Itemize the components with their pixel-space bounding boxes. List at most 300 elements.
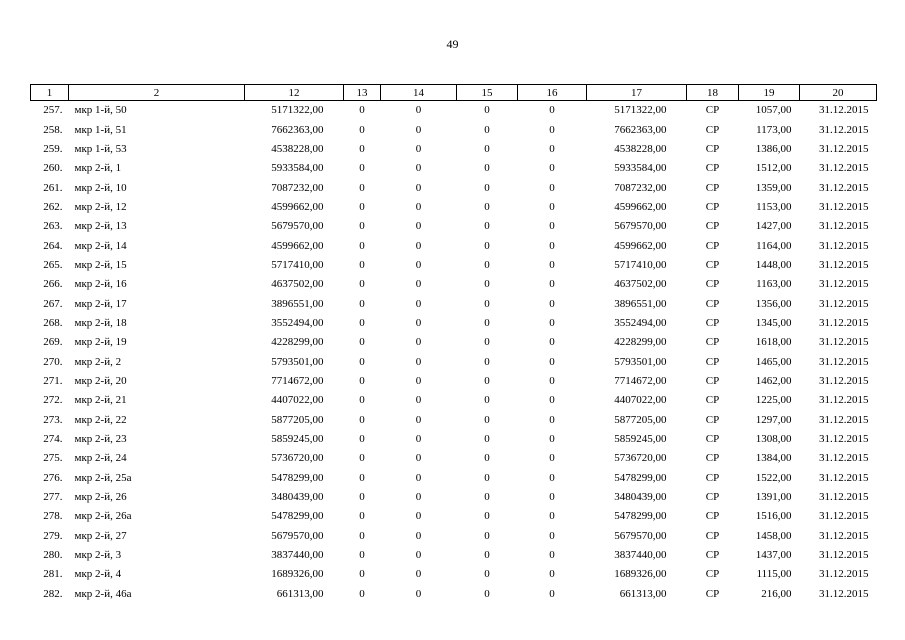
cell-value-16: 0	[549, 394, 555, 407]
cell-value-14: 0	[415, 336, 422, 349]
cell-value-15: 0	[484, 316, 490, 329]
cell-date: 31.12.2015	[819, 413, 869, 426]
cell-row-number: 267.	[43, 297, 63, 310]
header-row	[31, 85, 877, 101]
cell-value-19: 1057,00	[755, 104, 792, 117]
cell-total-amount: 7662363,00	[614, 123, 667, 136]
cell-value-13: 0	[359, 355, 365, 368]
cell-value-19: 1465,00	[755, 355, 792, 368]
cell-amount: 5478299,00	[271, 510, 324, 523]
column-header: 2	[69, 85, 245, 101]
table-row	[31, 275, 877, 294]
cell-value-16: 0	[549, 239, 555, 252]
table-row	[31, 488, 877, 507]
cell-date: 31.12.2015	[819, 239, 869, 252]
cell-date: 31.12.2015	[819, 258, 869, 271]
cell-date: 31.12.2015	[819, 316, 869, 329]
cell-value-13: 0	[359, 529, 365, 542]
table-row	[31, 565, 877, 584]
column-header: 20	[800, 85, 877, 101]
cell-value-13: 0	[359, 123, 365, 136]
cell-value-16: 0	[549, 471, 555, 484]
cell-amount: 4637502,00	[271, 278, 324, 291]
column-header: 14	[381, 85, 457, 101]
table-row	[31, 294, 877, 313]
cell-value-14: 0	[415, 568, 422, 581]
cell-row-number: 259.	[43, 142, 63, 155]
cell-date: 31.12.2015	[819, 297, 869, 310]
cell-total-amount: 5793501,00	[614, 355, 667, 368]
cell-value-19: 1356,00	[755, 297, 792, 310]
cell-value-13: 0	[359, 336, 365, 349]
cell-value-19: 1115,00	[756, 568, 792, 581]
cell-value-15: 0	[484, 181, 490, 194]
cell-value-16: 0	[549, 413, 555, 426]
cell-code: СР	[705, 394, 720, 407]
cell-value-19: 1427,00	[755, 220, 792, 233]
cell-value-13: 0	[359, 413, 365, 426]
cell-value-16: 0	[549, 297, 555, 310]
cell-value-19: 1437,00	[755, 549, 792, 562]
cell-value-14: 0	[415, 181, 422, 194]
cell-row-number: 268.	[43, 316, 63, 329]
cell-value-16: 0	[549, 200, 555, 213]
cell-code: СР	[705, 162, 720, 175]
cell-row-number: 269.	[43, 336, 63, 349]
cell-row-number: 274.	[43, 433, 63, 446]
cell-value-14: 0	[415, 142, 422, 155]
cell-code: СР	[705, 355, 720, 368]
cell-code: СР	[705, 529, 720, 542]
cell-date: 31.12.2015	[819, 142, 869, 155]
cell-value-16: 0	[549, 433, 555, 446]
cell-amount: 7714672,00	[271, 374, 324, 387]
cell-value-14: 0	[415, 510, 422, 523]
cell-total-amount: 5478299,00	[614, 471, 667, 484]
cell-address: мкр 2-й, 19	[74, 336, 127, 349]
cell-value-19: 1386,00	[755, 142, 792, 155]
cell-value-13: 0	[359, 587, 365, 600]
cell-row-number: 258.	[43, 123, 63, 136]
cell-row-number: 262.	[43, 200, 63, 213]
cell-value-13: 0	[359, 471, 365, 484]
table-row	[31, 585, 877, 604]
cell-amount: 5933584,00	[271, 162, 324, 175]
cell-address: мкр 2-й, 23	[74, 433, 127, 446]
cell-date: 31.12.2015	[819, 181, 869, 194]
table-row	[31, 469, 877, 488]
cell-value-15: 0	[484, 568, 490, 581]
cell-amount: 4228299,00	[271, 336, 324, 349]
cell-date: 31.12.2015	[819, 374, 869, 387]
cell-code: СР	[705, 104, 720, 117]
cell-total-amount: 5679570,00	[614, 220, 667, 233]
cell-value-19: 1618,00	[755, 336, 792, 349]
table-row	[31, 140, 877, 159]
cell-value-19: 1391,00	[755, 491, 792, 504]
cell-code: СР	[705, 297, 720, 310]
column-header: 16	[518, 85, 587, 101]
cell-code: СР	[705, 278, 720, 291]
cell-value-13: 0	[359, 433, 365, 446]
cell-value-14: 0	[415, 452, 422, 465]
cell-address: мкр 2-й, 17	[74, 297, 127, 310]
cell-amount: 7087232,00	[271, 181, 324, 194]
table-row	[31, 236, 877, 255]
cell-code: СР	[705, 491, 720, 504]
cell-value-13: 0	[359, 104, 365, 117]
cell-value-13: 0	[359, 258, 365, 271]
column-header: 18	[687, 85, 739, 101]
cell-amount: 3837440,00	[271, 549, 324, 562]
cell-row-number: 263.	[43, 220, 63, 233]
cell-value-19: 1164,00	[756, 239, 792, 252]
cell-value-14: 0	[415, 529, 422, 542]
cell-total-amount: 3480439,00	[614, 491, 667, 504]
cell-date: 31.12.2015	[819, 278, 869, 291]
cell-address: мкр 2-й, 4	[74, 568, 122, 581]
cell-row-number: 261.	[43, 181, 63, 194]
cell-date: 31.12.2015	[819, 529, 869, 542]
column-header: 1	[31, 85, 69, 101]
cell-code: СР	[705, 123, 720, 136]
cell-value-19: 1448,00	[755, 258, 792, 271]
cell-value-14: 0	[415, 162, 422, 175]
column-header: 17	[587, 85, 687, 101]
table-row	[31, 159, 877, 178]
cell-code: СР	[705, 587, 720, 600]
cell-date: 31.12.2015	[819, 394, 869, 407]
cell-value-19: 1462,00	[755, 374, 792, 387]
cell-address: мкр 2-й, 3	[74, 549, 122, 562]
cell-value-14: 0	[415, 278, 422, 291]
cell-address: мкр 2-й, 12	[74, 200, 127, 213]
cell-value-16: 0	[549, 123, 555, 136]
cell-row-number: 279.	[43, 529, 63, 542]
cell-date: 31.12.2015	[819, 162, 869, 175]
cell-value-13: 0	[359, 374, 365, 387]
cell-amount: 661313,00	[276, 587, 324, 600]
cell-value-13: 0	[359, 394, 365, 407]
cell-date: 31.12.2015	[819, 355, 869, 368]
cell-value-16: 0	[549, 549, 555, 562]
table-header	[31, 85, 877, 101]
cell-address: мкр 2-й, 22	[74, 413, 127, 426]
cell-value-16: 0	[549, 258, 555, 271]
cell-value-13: 0	[359, 220, 365, 233]
cell-value-15: 0	[484, 258, 490, 271]
cell-address: мкр 2-й, 26а	[74, 510, 132, 523]
cell-value-14: 0	[415, 104, 422, 117]
cell-value-19: 1458,00	[755, 529, 792, 542]
cell-address: мкр 2-й, 13	[74, 220, 127, 233]
cell-address: мкр 2-й, 20	[74, 374, 127, 387]
cell-amount: 5736720,00	[271, 452, 324, 465]
cell-value-14: 0	[415, 433, 422, 446]
cell-value-15: 0	[484, 413, 490, 426]
cell-total-amount: 5933584,00	[614, 162, 667, 175]
table-row	[31, 527, 877, 546]
table-row	[31, 391, 877, 410]
cell-value-14: 0	[415, 413, 422, 426]
cell-row-number: 281.	[43, 568, 63, 581]
cell-value-13: 0	[359, 200, 365, 213]
cell-value-15: 0	[484, 510, 490, 523]
cell-value-15: 0	[484, 471, 490, 484]
cell-amount: 3552494,00	[271, 316, 324, 329]
cell-row-number: 273.	[43, 413, 63, 426]
cell-address: мкр 2-й, 24	[74, 452, 127, 465]
cell-code: СР	[705, 374, 720, 387]
table-row	[31, 430, 877, 449]
cell-value-15: 0	[484, 123, 490, 136]
cell-value-16: 0	[549, 374, 555, 387]
cell-amount: 4407022,00	[271, 394, 324, 407]
cell-amount: 5478299,00	[271, 471, 324, 484]
cell-row-number: 264.	[43, 239, 63, 252]
cell-address: мкр 2-й, 16	[74, 278, 127, 291]
table-row	[31, 178, 877, 197]
cell-address: мкр 2-й, 1	[74, 162, 122, 175]
cell-total-amount: 3896551,00	[614, 297, 667, 310]
cell-value-15: 0	[484, 452, 490, 465]
cell-address: мкр 2-й, 10	[74, 181, 127, 194]
cell-value-16: 0	[549, 220, 555, 233]
cell-row-number: 257.	[43, 104, 63, 117]
cell-amount: 4599662,00	[271, 200, 324, 213]
column-header: 15	[457, 85, 518, 101]
cell-row-number: 272.	[43, 394, 63, 407]
cell-value-13: 0	[359, 316, 365, 329]
cell-amount: 5679570,00	[271, 529, 324, 542]
cell-value-14: 0	[415, 491, 422, 504]
cell-address: мкр 1-й, 50	[74, 104, 127, 117]
cell-value-19: 1359,00	[755, 181, 792, 194]
cell-value-19: 1153,00	[756, 200, 792, 213]
cell-value-16: 0	[549, 529, 555, 542]
cell-value-13: 0	[359, 142, 365, 155]
cell-code: СР	[705, 200, 720, 213]
cell-amount: 5877205,00	[271, 413, 324, 426]
cell-address: мкр 2-й, 21	[74, 394, 127, 407]
cell-total-amount: 7714672,00	[614, 374, 667, 387]
cell-value-13: 0	[359, 452, 365, 465]
cell-amount: 5171322,00	[271, 104, 324, 117]
cell-code: СР	[705, 239, 720, 252]
cell-total-amount: 4228299,00	[614, 336, 667, 349]
cell-total-amount: 4599662,00	[614, 200, 667, 213]
cell-value-14: 0	[415, 297, 422, 310]
cell-value-16: 0	[549, 568, 555, 581]
cell-value-19: 1163,00	[756, 278, 792, 291]
cell-date: 31.12.2015	[819, 336, 869, 349]
cell-address: мкр 2-й, 18	[74, 316, 127, 329]
cell-value-15: 0	[484, 162, 490, 175]
cell-amount: 3480439,00	[271, 491, 324, 504]
cell-amount: 4538228,00	[271, 142, 324, 155]
cell-value-15: 0	[484, 433, 490, 446]
data-table	[30, 84, 877, 604]
cell-value-19: 1345,00	[755, 316, 792, 329]
table-row	[31, 217, 877, 236]
cell-value-14: 0	[415, 239, 422, 252]
cell-date: 31.12.2015	[819, 587, 869, 600]
cell-value-14: 0	[415, 200, 422, 213]
cell-value-14: 0	[415, 549, 422, 562]
cell-value-14: 0	[415, 220, 422, 233]
cell-address: мкр 2-й, 14	[74, 239, 127, 252]
cell-total-amount: 5717410,00	[614, 258, 667, 271]
cell-amount: 5679570,00	[271, 220, 324, 233]
cell-total-amount: 3552494,00	[614, 316, 667, 329]
cell-value-13: 0	[359, 510, 365, 523]
cell-value-14: 0	[415, 471, 422, 484]
table-row	[31, 507, 877, 526]
cell-amount: 7662363,00	[271, 123, 324, 136]
table-body	[31, 101, 877, 604]
cell-value-14: 0	[415, 258, 422, 271]
cell-total-amount: 5478299,00	[614, 510, 667, 523]
cell-amount: 3896551,00	[271, 297, 324, 310]
cell-row-number: 260.	[43, 162, 63, 175]
cell-code: СР	[705, 510, 720, 523]
cell-total-amount: 4407022,00	[614, 394, 667, 407]
column-header: 13	[344, 85, 381, 101]
cell-row-number: 270.	[43, 355, 63, 368]
table-row	[31, 256, 877, 275]
cell-value-15: 0	[484, 549, 490, 562]
cell-row-number: 280.	[43, 549, 63, 562]
table-row	[31, 411, 877, 430]
cell-amount: 5717410,00	[271, 258, 324, 271]
cell-code: СР	[705, 181, 720, 194]
cell-amount: 4599662,00	[271, 239, 324, 252]
cell-value-16: 0	[549, 336, 555, 349]
cell-address: мкр 2-й, 15	[74, 258, 127, 271]
table-row	[31, 449, 877, 468]
cell-row-number: 271.	[43, 374, 63, 387]
cell-total-amount: 1689326,00	[614, 568, 667, 581]
cell-value-19: 1297,00	[755, 413, 792, 426]
column-header: 19	[739, 85, 800, 101]
cell-total-amount: 5736720,00	[614, 452, 667, 465]
cell-value-16: 0	[549, 104, 555, 117]
cell-value-19: 216,00	[761, 587, 792, 600]
cell-value-14: 0	[415, 123, 422, 136]
cell-value-15: 0	[484, 374, 490, 387]
cell-total-amount: 5877205,00	[614, 413, 667, 426]
cell-total-amount: 4538228,00	[614, 142, 667, 155]
cell-row-number: 277.	[43, 491, 63, 504]
cell-date: 31.12.2015	[819, 491, 869, 504]
cell-amount: 5793501,00	[271, 355, 324, 368]
cell-date: 31.12.2015	[819, 104, 869, 117]
cell-code: СР	[705, 258, 720, 271]
cell-value-15: 0	[484, 336, 490, 349]
cell-value-15: 0	[484, 587, 490, 600]
cell-total-amount: 4599662,00	[614, 239, 667, 252]
cell-value-16: 0	[549, 162, 555, 175]
cell-value-19: 1384,00	[755, 452, 792, 465]
cell-date: 31.12.2015	[819, 452, 869, 465]
table-row	[31, 372, 877, 391]
cell-value-15: 0	[484, 355, 490, 368]
cell-value-13: 0	[359, 297, 365, 310]
cell-value-16: 0	[549, 587, 555, 600]
cell-value-19: 1308,00	[755, 433, 792, 446]
table-row	[31, 120, 877, 139]
cell-value-13: 0	[359, 181, 365, 194]
cell-code: СР	[705, 316, 720, 329]
table-row	[31, 352, 877, 371]
table-row	[31, 314, 877, 333]
cell-total-amount: 5859245,00	[614, 433, 667, 446]
cell-date: 31.12.2015	[819, 220, 869, 233]
cell-value-19: 1225,00	[755, 394, 792, 407]
table-row	[31, 101, 877, 121]
cell-code: СР	[705, 336, 720, 349]
cell-row-number: 275.	[43, 452, 63, 465]
cell-value-13: 0	[359, 549, 365, 562]
cell-amount: 1689326,00	[271, 568, 324, 581]
cell-value-16: 0	[549, 316, 555, 329]
cell-total-amount: 5679570,00	[614, 529, 667, 542]
cell-row-number: 266.	[43, 278, 63, 291]
cell-code: СР	[705, 452, 720, 465]
cell-value-16: 0	[549, 181, 555, 194]
cell-total-amount: 3837440,00	[614, 549, 667, 562]
cell-address: мкр 1-й, 53	[74, 142, 127, 155]
cell-address: мкр 1-й, 51	[74, 123, 127, 136]
column-header: 12	[245, 85, 344, 101]
cell-row-number: 276.	[43, 471, 63, 484]
cell-code: СР	[705, 568, 720, 581]
cell-address: мкр 2-й, 27	[74, 529, 127, 542]
table-row	[31, 546, 877, 565]
cell-value-19: 1173,00	[756, 123, 792, 136]
cell-date: 31.12.2015	[819, 123, 869, 136]
cell-value-14: 0	[415, 374, 422, 387]
cell-code: СР	[705, 142, 720, 155]
cell-date: 31.12.2015	[819, 471, 869, 484]
cell-value-15: 0	[484, 142, 490, 155]
cell-value-15: 0	[484, 104, 490, 117]
cell-code: СР	[705, 433, 720, 446]
cell-code: СР	[705, 549, 720, 562]
cell-value-19: 1522,00	[755, 471, 792, 484]
cell-row-number: 278.	[43, 510, 63, 523]
cell-value-15: 0	[484, 529, 490, 542]
cell-date: 31.12.2015	[819, 200, 869, 213]
cell-date: 31.12.2015	[819, 510, 869, 523]
cell-row-number: 265.	[43, 258, 63, 271]
cell-value-14: 0	[415, 355, 422, 368]
cell-date: 31.12.2015	[819, 549, 869, 562]
cell-value-13: 0	[359, 239, 365, 252]
cell-value-16: 0	[549, 278, 555, 291]
cell-value-14: 0	[415, 316, 422, 329]
cell-value-19: 1516,00	[755, 510, 792, 523]
cell-address: мкр 2-й, 2	[74, 355, 122, 368]
cell-value-16: 0	[549, 142, 555, 155]
cell-total-amount: 661313,00	[619, 587, 667, 600]
cell-value-14: 0	[415, 587, 422, 600]
cell-value-16: 0	[549, 452, 555, 465]
page-number: 49	[446, 37, 459, 51]
cell-total-amount: 5171322,00	[614, 104, 667, 117]
table-row	[31, 198, 877, 217]
cell-value-15: 0	[484, 239, 490, 252]
